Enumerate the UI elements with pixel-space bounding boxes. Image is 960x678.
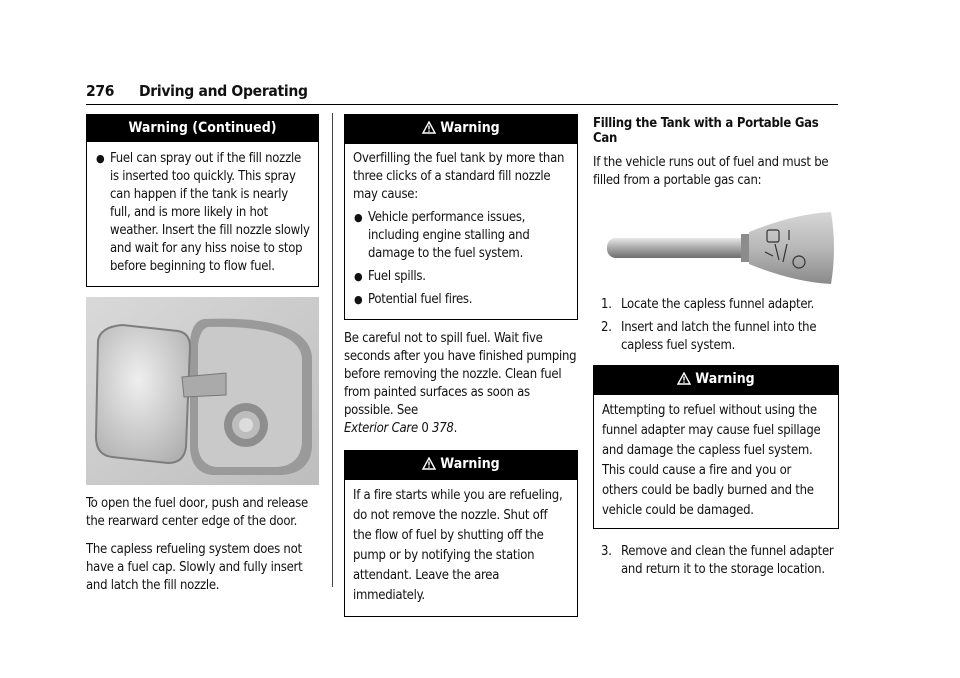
warning-box-overfill <box>344 114 578 320</box>
funnel-illustration <box>593 204 839 294</box>
warning-box-title: Warning (Continued) <box>87 115 318 142</box>
step-2: 2. Insert and latch the funnel into the capless fuel system. <box>601 320 817 353</box>
paragraph-spill: Be careful not to spill fuel. Wait five seconds after you have finished pumping before removing the nozzle. Clean fuel from painted surfaces as soon as possible. See Exterior Care 0 378. <box>344 331 577 436</box>
warning-intro: Overfilling the fuel tank by more than three clicks of a standard fill nozzle may cause: <box>353 151 565 202</box>
column-3 <box>593 114 839 584</box>
bullet-icon: ● <box>354 211 363 224</box>
warning-bullet: ● Fuel spills. <box>354 269 426 284</box>
warning-bullet: ● Vehicle performance issues, including engine stalling and damage to the fuel system. <box>354 210 530 261</box>
page-ref-symbol: 0 <box>421 421 429 436</box>
warning-title: Warning <box>440 456 500 472</box>
step-1: 1. Locate the capless funnel adapter. <box>601 297 815 312</box>
bullet-icon: ● <box>96 152 105 165</box>
section-heading: Filling the Tank with a Portable Gas Can <box>593 116 819 146</box>
warning-box-funnel <box>593 365 839 529</box>
warning-text: Attempting to refuel without using the funnel adapter may cause fuel spillage and damage the capless fuel system. This could cause a fire and you or others could be badly burned and the vehicle could be damaged. <box>602 403 821 518</box>
bullet-icon: ● <box>354 293 363 306</box>
page-header <box>86 82 838 105</box>
warning-box-header <box>345 115 577 144</box>
column-2 <box>344 114 578 617</box>
warning-continued-box <box>86 114 319 287</box>
column-1 <box>86 114 319 605</box>
warning-title: Warning <box>695 371 755 387</box>
warning-title: Warning <box>440 120 500 136</box>
warning-box-header <box>345 451 577 480</box>
warning-text: If a fire starts while you are refueling, do not remove the nozzle. Shut off the flow of fuel by shutting off the pump or by notifying the station attendant. Leave the area immediately. <box>353 488 563 603</box>
bullet-icon: ● <box>354 270 363 283</box>
step-3: 3. Remove and clean the funnel adapter and return it to the storage location. <box>601 544 834 577</box>
page-number: 276 <box>86 82 115 100</box>
warning-bullet: ● Fuel can spray out if the fill nozzle is inserted too quickly. This spray can happen if the tank is nearly full, and is more likely in hot weather. Insert the fill nozzle slowly and wait for any hiss noise to stop before beginning to flow fuel. <box>96 151 310 274</box>
warning-box-header <box>594 366 838 395</box>
warning-box-fire <box>344 450 578 617</box>
warning-triangle-icon <box>422 121 436 138</box>
fuel-door-image <box>86 297 319 485</box>
fuel-door-illustration <box>86 297 319 485</box>
paragraph-capless: The capless refueling system does not have a fuel cap. Slowly and fully insert and latch the fill nozzle. <box>86 542 303 593</box>
warning-triangle-icon <box>422 457 436 474</box>
column-divider-1 <box>332 113 333 587</box>
paragraph-intro: If the vehicle runs out of fuel and must be filled from a portable gas can: <box>593 155 829 188</box>
funnel-adapter-image <box>593 204 839 294</box>
exterior-care-link[interactable]: Exterior Care 0 378 <box>344 421 454 436</box>
paragraph-open-door: To open the fuel door, push and release the rearward center edge of the door. <box>86 496 308 529</box>
warning-triangle-icon <box>677 372 691 389</box>
section-title: Driving and Operating <box>139 82 308 100</box>
warning-bullet: ● Potential fuel fires. <box>354 292 473 307</box>
